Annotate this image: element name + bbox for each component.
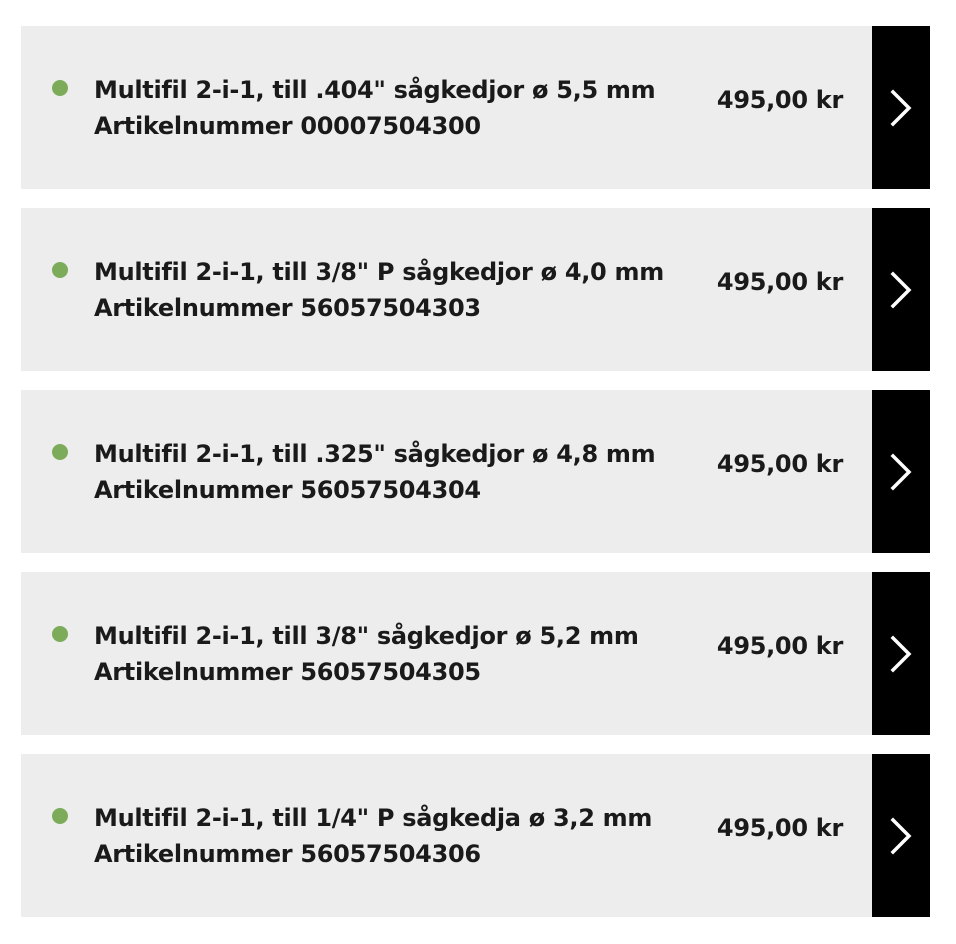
product-row[interactable] [21, 26, 930, 189]
availability-dot-icon [52, 80, 68, 96]
product-name: Multifil 2-i-1, till 3/8" sågkedjor ø 5,2 mm [94, 622, 639, 650]
chevron-right-icon [889, 635, 913, 673]
chevron-right-icon [889, 89, 913, 127]
product-name: Multifil 2-i-1, till .404" sågkedjor ø 5,5 mm [94, 76, 656, 104]
availability-dot-icon [52, 626, 68, 642]
availability-dot-icon [52, 808, 68, 824]
product-text [94, 72, 654, 144]
product-row-arrow-button[interactable] [872, 208, 930, 371]
chevron-right-icon [889, 817, 913, 855]
product-text [94, 800, 654, 872]
product-row-arrow-button[interactable] [872, 754, 930, 917]
article-number: Artikelnummer 56057504303 [94, 294, 481, 322]
availability-dot-icon [52, 262, 68, 278]
product-row-body[interactable] [21, 572, 872, 735]
product-row[interactable] [21, 572, 930, 735]
product-price: 495,00 kr [716, 450, 843, 478]
product-name: Multifil 2-i-1, till 1/4" P sågkedja ø 3,2 mm [94, 804, 653, 832]
product-row-body[interactable] [21, 208, 872, 371]
product-row[interactable] [21, 390, 930, 553]
product-row[interactable] [21, 754, 930, 917]
availability-dot-icon [52, 444, 68, 460]
product-row-body[interactable] [21, 390, 872, 553]
product-price: 495,00 kr [716, 86, 843, 114]
product-list [21, 26, 930, 917]
product-row-arrow-button[interactable] [872, 390, 930, 553]
product-name: Multifil 2-i-1, till .325" sågkedjor ø 4,8 mm [94, 440, 656, 468]
product-price: 495,00 kr [716, 632, 843, 660]
product-row-arrow-button[interactable] [872, 26, 930, 189]
product-row-body[interactable] [21, 26, 872, 189]
article-number: Artikelnummer 00007504300 [94, 112, 481, 140]
chevron-right-icon [889, 453, 913, 491]
product-text [94, 254, 664, 326]
product-row[interactable] [21, 208, 930, 371]
article-number: Artikelnummer 56057504304 [94, 476, 481, 504]
product-price: 495,00 kr [716, 268, 843, 296]
article-number: Artikelnummer 56057504306 [94, 840, 481, 868]
chevron-right-icon [889, 271, 913, 309]
product-text [94, 618, 654, 690]
product-row-body[interactable] [21, 754, 872, 917]
article-number: Artikelnummer 56057504305 [94, 658, 481, 686]
product-text [94, 436, 654, 508]
product-name: Multifil 2-i-1, till 3/8" P sågkedjor ø 4,0 mm [94, 258, 664, 286]
product-price: 495,00 kr [716, 814, 843, 842]
product-row-arrow-button[interactable] [872, 572, 930, 735]
